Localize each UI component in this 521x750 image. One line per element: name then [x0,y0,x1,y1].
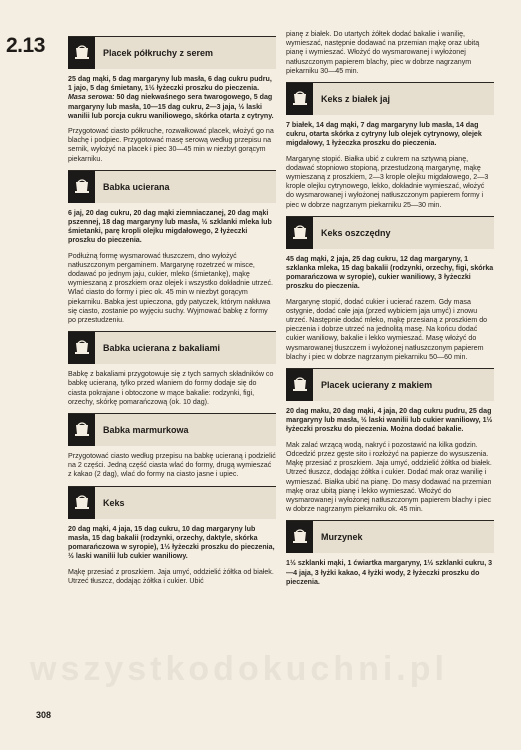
recipe-title: Keks [95,487,276,519]
cake-icon [286,521,313,553]
right-column [286,30,494,593]
recipe-title: Babka marmurkowa [95,414,276,446]
cake-icon [68,37,95,69]
cake-icon [68,332,95,364]
recipe-text-continued: pianę z białek. Do utartych żółtek dodać bakalie i wanilię, wymieszać, następnie dodawać na przemian mąkę oraz ubitą pianę i wymieszać. Włożyć do wysmarowanej i wyłożonej natłuszczonym papierem blachy, piec w dobrze nagrzanym piekarniku 30—45 min. [286,30,480,75]
sub-ingredients: 50 dag niekwaśnego sera twarogowego, 5 dag margaryny lub masła, 10—15 dag cukru, 2—3 jaja, ½ laski wanilii lub porcja cukru waniliowego, skórka otarta z cytryny. [68,93,274,120]
recipe-title: Murzynek [313,521,494,553]
recipe-text: Mąkę przesiać z proszkiem. Jaja umyć, oddzielić żółtka od białek. Utrzeć tłuszcz, dodając żółtka i cukier. Ubić [68,567,274,585]
recipe-ingredients: 7 białek, 14 dag mąki, 7 dag margaryny lub masła, 14 dag cukru, otarta skórka z cytryny lub olejek cytrynowy, olejek migdałowy, 1 łyżeczka proszku do pieczenia. [286,121,482,148]
recipe-ingredients: 1½ szklanki mąki, 1 ćwiartka margaryny, 1½ szklanki cukru, 3—4 jaja, 3 łyżki kakao, 4 łyżki wody, 2 łyżeczki proszku do pieczenia. [286,559,493,586]
recipe-header [286,368,494,401]
cake-icon [286,369,313,401]
cake-icon [68,414,95,446]
recipe-ingredients: 45 dag mąki, 2 jaja, 25 dag cukru, 12 dag margaryny, 1 szklanka mleka, 15 dag bakalii (rodzynki, orzechy, figi, skórka pomarańczowa w syropie), cukier waniliowy, 3 łyżeczki proszku do pieczenia. [286,254,494,291]
recipe-text: Przygotować ciasto półkruche, rozwałkować placek, włożyć go na blachę i podpiec. Przygotować masę serową według przepisu na sernik, wyłożyć na placek i piec 30—45 min w niezbyt gorącym piekarniku. [68,127,274,163]
recipe-text: Margarynę stopić, dodać cukier i ucierać razem. Gdy masa ostygnie, dodać całe jaja (przed wybiciem jaja umyć) i znowu utrzeć. Następnie dodać mleko, mąkę przesianą z proszkiem do pieczenia i dobrze utrzeć na jednolitą masę. Na końcu dodać cukier waniliowy, bakalie i lekko wymieszać. Masę włożyć do wysmarowanej tłuszczem i wyłożonej natłuszczonym papierem blachy i piec w dobrze nagrzanym piekarniku 50—60 min. [286,297,488,361]
recipe-ingredients: 25 dag mąki, 5 dag margaryny lub masła, 6 dag cukru pudru, 1 jajo, 5 dag śmietany, 1½ łyżeczki proszku do pieczenia. Masa serowa: 50 dag niekwaśnego sera twarogowego, 5 dag margaryny lub masła, 10—15 dag cukru, 2—3 jaja, ½ laski wanilii lub porcja cukru waniliowego, skórka otarta z cytryny. [68,75,274,120]
recipe-title: Placek ucierany z makiem [313,369,494,401]
recipe-header [68,413,276,446]
recipe-ingredients: 20 dag mąki, 4 jaja, 15 dag cukru, 10 dag margaryny lub masła, 15 dag bakalii (rodzynki, orzechy, daktyle, skórka pomarańczowa w syropie), 1½ łyżeczki proszku do pieczenia, ½ laski wanilii lub cukier waniliowy. [68,524,275,561]
recipe-header [68,331,276,364]
recipe-text: Babkę z bakaliami przygotowuje się z tych samych składników co babkę ucieraną, tylko przed wlaniem do formy dodaje się do ciasta pokrajane i obtoczone w mące bakalie: rodzynki, figi, orzechy, skórkę pomarańczową (ok. 10 dag). [68,370,274,406]
recipe-title: Babka ucierana z bakaliami [95,332,276,364]
page-number: 308 [36,710,52,720]
cake-icon [286,83,313,115]
recipe-text: Margarynę stopić. Białka ubić z cukrem na sztywną pianę, dodawać stopniowo stopioną, przestudzoną margarynę, mąkę wymieszaną z proszkiem, 2—3 krople olejku migdałowego, 2—3 krople olejku cytrynowego, lekko, dokładnie wymieszać, włożyć do wysmarowanej i wyłożonej natłuszczonym papierem formy i piec w dobrze nagrzanym piekarniku 25—30 min. [286,154,489,209]
recipe-title: Placek półkruchy z serem [95,37,276,69]
recipe-title: Keks z białek jaj [313,83,494,115]
section-number: 2.13 [6,34,45,57]
cake-icon [286,217,313,249]
recipe-text: Przygotować ciasto według przepisu na babkę ucieraną i podzielić na 2 części. Jedną część ciasta wlać do formy, drugą wymieszać z kakao (2 dag), wlać do formy na ciasto jasne i upiec. [68,452,276,479]
watermark: wszystkodokuchni.pl [30,650,448,688]
recipe-title: Babka ucierana [95,171,276,203]
recipe-ingredients: 6 jaj, 20 dag cukru, 20 dag mąki ziemniaczanej, 20 dag mąki pszennej, 18 dag margaryny lub masła, ½ szklanki mleka lub śmietanki, parę kropli olejku migdałowego, 2 łyżeczki proszku do pieczenia. [68,208,272,245]
sub-label: Masa serowa: [68,93,115,102]
recipe-text: Mak zalać wrzącą wodą, nakryć i pozostawić na kilka godzin. Odcedzić przez gęste sito i rozłożyć na papierze do wysuszenia. Mąkę przesiać z proszkiem. Jaja umyć, oddzielić żółtka od białek. Utrzeć tłuszcz, dodając żółtka i cukier. Dodać mak oraz wanilię i wymieszać. Białka ubić na pianę. Do masy dodawać na przemian mąkę oraz ubitą pianę i lekko wymieszać. Włożyć do wysmarowanej i wyłożonej natłuszczonym papierem blachy i piec w dobrze nagrzanym piekarniku ok. 45 min. [286,440,492,514]
recipe-ingredients: 20 dag maku, 20 dag mąki, 4 jaja, 20 dag cukru pudru, 25 dag margaryny lub masła, ½ laski wanilii lub cukier waniliowy, 1½ łyżeczki proszku do pieczenia. Można dodać bakalie. [286,407,493,434]
recipe-text: Podłużną formę wysmarować tłuszczem, dno wyłożyć natłuszczonym pergaminem. Margarynę rozetrzeć w misce, dodawać po jednym jaju, cukier, mleko (śmietankę), mąkę wymieszaną z proszkiem oraz olejek i wszystko dokładnie utrzeć. Wlać ciasto do formy i piec ok. 45 min w niezbyt gorącym piekarniku. Babka jest upieczona, gdy patyczek, którym nakłuwa się ciasto, zostanie po wyjęciu suchy. Wyjmować babkę z formy po przestudzeniu. [68,251,274,325]
cake-icon [68,171,95,203]
recipe-header [286,216,494,249]
recipe-header [68,170,276,203]
recipe-header [286,520,494,553]
recipe-header [68,486,276,519]
recipe-header [68,36,276,69]
cake-icon [68,487,95,519]
recipe-title: Keks oszczędny [313,217,494,249]
recipe-header [286,82,494,115]
left-column [68,30,276,592]
